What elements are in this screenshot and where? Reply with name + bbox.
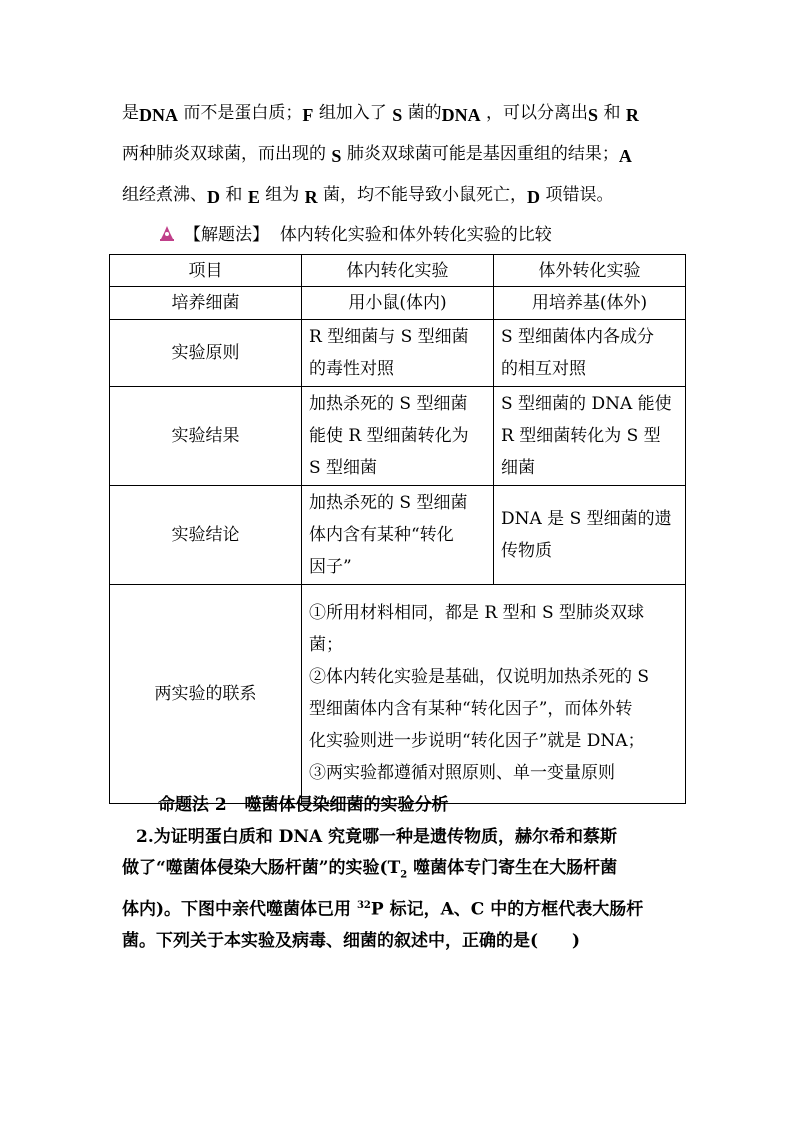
intro-line-2 (122, 134, 682, 174)
table-header: 体内转化实验 (302, 255, 494, 287)
text-run: S (392, 105, 403, 125)
row-label: 两实验的联系 (110, 585, 302, 804)
in-vitro-cell (494, 287, 686, 320)
text-run: 做了“噬菌体侵染大肠杆菌”的实验(T (122, 858, 401, 878)
text-run: 组为 (265, 185, 300, 205)
table-row (110, 486, 686, 585)
table-header: 项目 (110, 255, 302, 287)
cell-line: 菌； (309, 635, 343, 655)
text-run: P 标记，A、C 中的方框代表大肠杆 (370, 900, 644, 921)
question-2 (122, 822, 682, 957)
link-cell (302, 585, 686, 804)
cell-line: 的相互对照 (501, 359, 586, 379)
table-row (110, 320, 686, 387)
in-vitro-cell (494, 486, 686, 585)
superscript: 32 (356, 900, 371, 912)
question-line: 菌。下列关于本实验及病毒、细菌的叙述中，正确的是( ) (122, 931, 581, 952)
text-run: 噬菌体专门寄生在大肠杆菌 (407, 858, 618, 878)
section-label: 命题法 2 (158, 795, 227, 815)
text-run: 组经煮沸、 (122, 185, 207, 205)
cell-line: S 型细菌 (309, 458, 378, 478)
cell-line: 传物质 (501, 541, 552, 561)
text-run: 体内)。下图中亲代噬菌体已用 (122, 900, 357, 921)
cell-line: ②体内转化实验是基础，仅说明加热杀死的 S (309, 667, 650, 687)
row-label: 培养细菌 (110, 287, 302, 320)
section-title: 噬菌体侵染细菌的实验分析 (244, 795, 449, 815)
row-label: 实验结果 (110, 387, 302, 486)
text-run: D (207, 187, 220, 207)
cell-line: R 型细菌与 S 型细菌 (309, 327, 469, 347)
text-run: 菌的 (407, 103, 442, 123)
text-run: R (625, 105, 639, 125)
cell-line: 型细菌体内含有某种“转化因子”，而体外转 (309, 699, 633, 719)
table-row (110, 387, 686, 486)
subscript: 2 (400, 869, 408, 881)
text-run: S (331, 146, 342, 166)
cell-line: S 型细菌的 DNA 能使 (501, 394, 672, 414)
text-run: F (302, 105, 314, 125)
cell-line: 体内含有某种“转化 (309, 525, 454, 545)
question-line: 2.为证明蛋白质和 DNA 究竟哪一种是遗传物质，赫尔希和蔡斯 (136, 827, 618, 847)
text-run: 肺炎双球菌可能是基因重组的结果； (346, 144, 619, 164)
cell-line: S 型细菌体内各成分 (501, 327, 655, 347)
cell-line: 加热杀死的 S 型细菌 (309, 394, 468, 414)
cell-line: 用培养基(体外) (531, 293, 648, 313)
cell-line: 化实验则进一步说明“转化因子”就是 DNA； (309, 731, 645, 751)
table-header-row (110, 255, 686, 287)
cell-line: 的毒性对照 (309, 359, 394, 379)
text-run: S (588, 105, 599, 125)
row-label: 实验结论 (110, 486, 302, 585)
in-vivo-cell (302, 486, 494, 585)
text-run: 是 (122, 103, 139, 123)
text-run: DNA (441, 105, 481, 125)
intro-line-1 (122, 93, 682, 133)
table-row (110, 287, 686, 320)
cell-line: ①所用材料相同，都是 R 型和 S 型肺炎双球 (309, 603, 645, 623)
cell-line: DNA 是 S 型细菌的遗 (501, 509, 672, 529)
text-run: 菌，均不能导致小鼠死亡， (323, 185, 528, 205)
in-vivo-cell (302, 320, 494, 387)
method-bracket: 【解题法】 (184, 225, 269, 245)
text-run: A (618, 146, 632, 166)
method-heading (158, 222, 552, 248)
in-vitro-cell (494, 387, 686, 486)
intro-line-3 (122, 175, 682, 215)
text-run: E (247, 187, 260, 207)
cell-line: 能使 R 型细菌转化为 (309, 426, 469, 446)
question-line (122, 890, 682, 926)
text-run: DNA (139, 105, 178, 125)
cell-line: ③两实验都遵循对照原则、单一变量原则 (309, 763, 615, 783)
text-run: ，可以分离出 (486, 103, 589, 123)
question-line (122, 853, 682, 890)
row-label: 实验原则 (110, 320, 302, 387)
text-run: D (527, 187, 541, 207)
in-vivo-cell (302, 287, 494, 320)
cell-line: 用小鼠(体内) (348, 293, 447, 313)
text-run: 和 (603, 103, 621, 123)
cell-line: 细菌 (501, 458, 535, 478)
comparison-table (109, 254, 686, 804)
text-run: R (304, 187, 318, 207)
bell-tip-icon (158, 225, 176, 243)
method-title: 体内转化实验和体外转化实验的比较 (279, 225, 552, 245)
text-run: 而不是蛋白质； (183, 103, 303, 123)
text-run: 项错误。 (545, 185, 614, 205)
in-vitro-cell (494, 320, 686, 387)
text-run: 两种肺炎双球菌，而出现的 (122, 144, 326, 164)
text-run: 和 (225, 185, 243, 205)
cell-line: R 型细菌转化为 S 型 (501, 426, 661, 446)
table-row (110, 585, 686, 804)
table-header: 体外转化实验 (494, 255, 686, 287)
cell-line: 因子” (309, 557, 352, 577)
text-run: 组加入了 (318, 103, 387, 123)
cell-line: 加热杀死的 S 型细菌 (309, 493, 468, 513)
section-heading (158, 792, 449, 818)
in-vivo-cell (302, 387, 494, 486)
